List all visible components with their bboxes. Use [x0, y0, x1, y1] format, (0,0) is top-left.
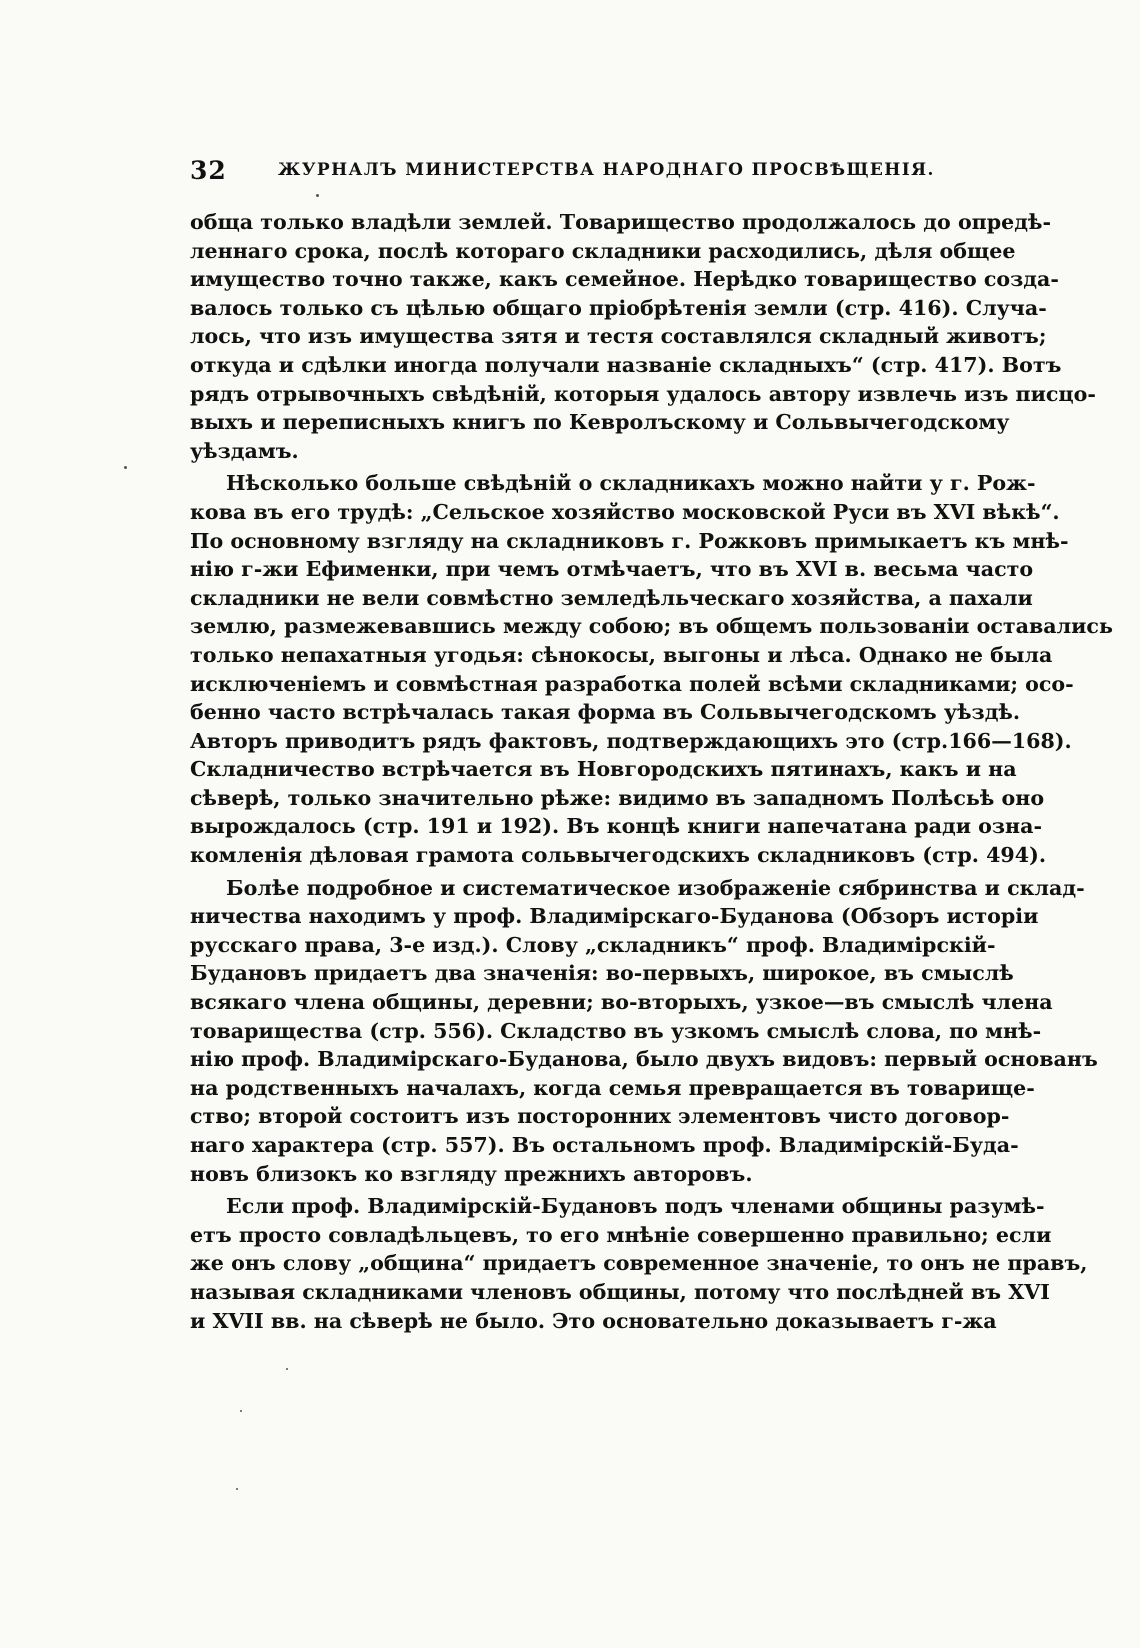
paragraph-1 — [190, 208, 1096, 465]
text-line: Болѣе подробное и систематическое изображеніе сябринства и склад- — [226, 875, 1085, 900]
text-line: ничества находимъ у проф. Владимірскаго-Буданова (Обзоръ исторіи — [190, 904, 1039, 929]
scan-speck — [240, 1410, 242, 1412]
text-line: наго характера (стр. 557). Въ остальномъ проф. Владимірскій-Буда- — [190, 1133, 1019, 1157]
text-line: выхъ и переписныхъ книгъ по Кевролъскому и Сольвычегодскому — [190, 410, 1010, 435]
text-line: новъ близокъ ко взгляду прежнихъ авторовъ. — [190, 1161, 753, 1186]
text-line: уѣздамъ. — [190, 438, 299, 463]
text-line: рядъ отрывочныхъ свѣдѣній, которыя удалось автору извлечь изъ писцо- — [190, 381, 1096, 406]
text-line: только непахатныя угодья: сѣнокосы, выгоны и лѣса. Однако не была — [190, 642, 1053, 667]
text-line: откуда и сдѣлки иногда получали названіе складныхъ“ (стр. 417). Вотъ — [190, 352, 1062, 377]
text-line: обща только владѣли землей. Товарищество продолжалось до опредѣ- — [190, 210, 1052, 234]
scan-speck — [316, 194, 319, 197]
text-line: леннаго срока, послѣ котораго складники расходились, дѣля общее — [190, 238, 1016, 263]
text-line: нію проф. Владимірскаго-Буданова, было двухъ видовъ: первый основанъ — [190, 1047, 1098, 1072]
text-line: лось, что изъ имущества зятя и тестя составлялся складный животъ; — [190, 324, 1047, 349]
text-line: землю, размежевавшись между собою; въ общемъ пользованіи оставались — [190, 614, 1113, 639]
text-line: комленія дѣловая грамота сольвычегодскихъ складниковъ (стр. 494). — [190, 843, 1046, 868]
paragraph-3 — [190, 874, 1098, 1189]
text-line: валось только съ цѣлью общаго пріобрѣтенія земли (стр. 416). Случа- — [190, 295, 1047, 320]
text-line: же онъ слову „община“ придаетъ современное значеніе, то онъ не правъ, — [190, 1251, 1088, 1276]
text-line: исключеніемъ и совмѣстная разработка полей всѣми складниками; осо- — [190, 671, 1074, 696]
text-line: сѣверѣ, только значительно рѣже: видимо въ западномъ Полѣсьѣ оно — [190, 785, 1045, 810]
text-line: товарищества (стр. 556). Складство въ узкомъ смыслѣ слова, по мнѣ- — [190, 1018, 1042, 1043]
text-line: складники не вели совмѣстно земледѣльческаго хозяйства, а пахали — [190, 585, 1033, 610]
text-line: Нѣсколько больше свѣдѣній о складникахъ можно найти у г. Рож- — [226, 471, 1036, 496]
text-line: ство; второй состоитъ изъ посторонних элементовъ чисто договор- — [190, 1104, 1010, 1129]
text-line: вырождалось (стр. 191 и 192). Въ концѣ книги напечатана ради озна- — [190, 814, 1043, 839]
scan-speck — [286, 1368, 288, 1370]
page-number: 32 — [190, 155, 227, 185]
text-line: и XVII вв. на сѣверѣ не было. Это основательно доказываетъ г-жа — [190, 1308, 997, 1333]
body-text — [190, 208, 1113, 1339]
paragraph-4 — [190, 1192, 1088, 1335]
text-line: называя складниками членовъ общины, потому что послѣдней въ XVI — [190, 1279, 1050, 1304]
text-line: По основному взгляду на складниковъ г. Рожковъ примыкаетъ къ мнѣ- — [190, 528, 1069, 553]
text-line: Складничество встрѣчается въ Новгородскихъ пятинахъ, какъ и на — [190, 757, 1017, 782]
text-line: на родственныхъ началахъ, когда семья превращается въ товарище- — [190, 1075, 1035, 1100]
text-line: всякаго члена общины, деревни; во-вторыхъ, узкое—въ смыслѣ члена — [190, 990, 1053, 1015]
page-header — [190, 152, 942, 188]
text-line: нію г-жи Ефименки, при чемъ отмѣчаетъ, что въ XVI в. весьма часто — [190, 557, 1034, 582]
text-line: Будановъ придаетъ два значенія: во-первыхъ, широкое, въ смыслѣ — [190, 961, 1014, 986]
text-line: русскаго права, 3-е изд.). Слову „складникъ“ проф. Владимірскій- — [190, 932, 996, 957]
text-line: Авторъ приводитъ рядъ фактовъ, подтверждающихъ это (стр.166—168). — [190, 728, 1072, 753]
text-line: етъ просто совладѣльцевъ, то его мнѣніе совершенно правильно; если — [190, 1222, 1052, 1247]
text-line: имущество точно также, какъ семейное. Нерѣдко товарищество созда- — [190, 267, 1059, 292]
text-line: бенно часто встрѣчалась такая форма въ Сольвычегодскомъ уѣздѣ. — [190, 700, 1021, 725]
running-title: ЖУРНАЛЪ МИНИСТЕРСТВА НАРОДНАГО ПРОСВѢЩЕНІЯ. — [278, 160, 935, 180]
paragraph-2 — [190, 469, 1113, 869]
text-line: кова въ его трудѣ: „Сельское хозяйство московской Руси въ XVI вѣкѣ“. — [190, 499, 1060, 524]
text-line: Если проф. Владимірскій-Будановъ подъ членами общины разумѣ- — [226, 1194, 1045, 1219]
scan-speck — [236, 1488, 238, 1490]
scan-speck — [124, 466, 127, 469]
